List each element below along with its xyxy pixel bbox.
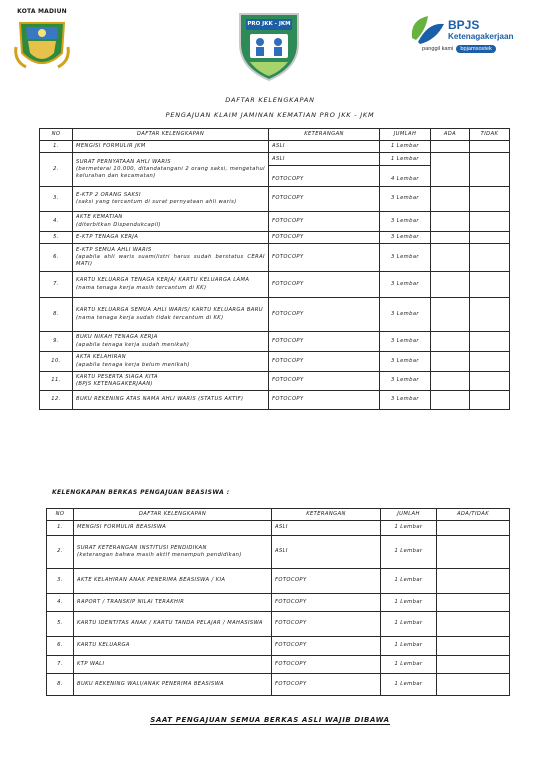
row-ada: [431, 391, 470, 410]
row-keterangan: FOTOCOPY: [269, 352, 380, 372]
row-ada: [431, 272, 470, 298]
row-jumlah: 3 Lembar: [380, 298, 431, 332]
table-row: [47, 656, 510, 674]
row-ada: [431, 244, 470, 272]
row-number: 11.: [40, 372, 73, 391]
item-title: SURAT PERNYATAAN AHLI WARIS: [76, 158, 171, 165]
row-keterangan: FOTOCOPY: [269, 244, 380, 272]
table-row: [40, 153, 510, 187]
row-keterangan: FOTOCOPY: [272, 569, 381, 594]
row-ada: [431, 187, 470, 212]
footer-note: [0, 716, 540, 724]
kota-madiun-emblem: [12, 8, 72, 79]
item-note: (apabila tenaga kerja belum menikah): [76, 361, 190, 368]
checklist-table-beasiswa: [46, 508, 510, 696]
table-row: [47, 674, 510, 696]
table-row: [40, 141, 510, 153]
row-ada-tidak: [437, 536, 510, 569]
row-ada: [431, 352, 470, 372]
row-jumlah: 1 Lembar: [381, 656, 437, 674]
row-keterangan: FOTOCOPY: [269, 272, 380, 298]
row-ada: [431, 298, 470, 332]
row-number: 7.: [47, 656, 74, 674]
item-note: (nama tenaga kerja masih tercantum di KK): [76, 284, 207, 291]
row-number: 2.: [40, 153, 73, 187]
item-note: (saksi yang tercantum di surat pernyataan ahli waris): [76, 199, 237, 205]
row-ada-tidak: [437, 569, 510, 594]
keterangan-1: ASLI: [269, 155, 379, 166]
row-number: 8.: [47, 674, 74, 696]
row-keterangan: FOTOCOPY: [272, 594, 381, 612]
row-ada-tidak: [437, 521, 510, 536]
row-tidak: [470, 212, 510, 232]
document-subtitle: PENGAJUAN KLAIM JAMINAN KEMATIAN PRO JKK - JKM: [165, 111, 375, 119]
row-number: 3.: [47, 569, 74, 594]
table-row: [47, 594, 510, 612]
row-jumlah: 3 Lembar: [380, 212, 431, 232]
item-title: BUKU REKENING WALI/ANAK PENERIMA BEASISWA: [77, 680, 224, 687]
row-tidak: [470, 187, 510, 212]
bpjs-tag-a: panggil kami: [422, 46, 454, 52]
row-number: 1.: [40, 141, 73, 153]
table-row: [47, 521, 510, 536]
row-jumlah: 3 Lembar: [380, 391, 431, 410]
row-keterangan: FOTOCOPY: [269, 298, 380, 332]
row-item: [73, 244, 269, 272]
shield-text: PRO JKK - JKM: [247, 21, 291, 27]
row-tidak: [470, 298, 510, 332]
row-tidak: [470, 272, 510, 298]
table-header-row: [47, 509, 510, 521]
item-title: KARTU KELUARGA TENAGA KERJA/ KARTU KELUARGA LAMA: [76, 277, 250, 284]
table-row: [40, 352, 510, 372]
table-row: [40, 244, 510, 272]
item-title: E-KTP 2 ORANG SAKSI: [76, 191, 141, 198]
row-jumlah: 3 Lembar: [380, 372, 431, 391]
row-jumlah: 1 Lembar: [381, 569, 437, 594]
item-title: AKTA KELAHIRAN: [76, 354, 127, 361]
item-title: KTP WALI: [77, 660, 105, 667]
row-jumlah: 3 Lembar: [380, 244, 431, 272]
row-tidak: [470, 391, 510, 410]
header-keterangan: KETERANGAN: [272, 509, 381, 521]
row-number: 8.: [40, 298, 73, 332]
item-title: SURAT KETERANGAN INSTITUSI PENDIDIKAN: [77, 544, 207, 551]
item-title: KARTU PESERTA SIAGA KITA: [76, 373, 158, 380]
keterangan-2: FOTOCOPY: [272, 176, 304, 182]
row-number: 6.: [40, 244, 73, 272]
row-ada: [431, 232, 470, 244]
row-jumlah: 3 Lembar: [380, 272, 431, 298]
item-title: BUKU NIKAH TENAGA KERJA: [76, 334, 158, 341]
row-ada-tidak: [437, 637, 510, 656]
item-note: (bermeterai 10.000, ditandatangani 2 orang saksi, mengetahui kelurahan dan kecamatan): [76, 165, 265, 179]
item-title: KARTU IDENTITAS ANAK / KARTU TANDA PELAJAR / MAHASISWA: [77, 620, 263, 627]
row-item: [74, 674, 272, 696]
row-jumlah: 1 Lembar: [381, 594, 437, 612]
row-number: 4.: [47, 594, 74, 612]
table-row: [40, 298, 510, 332]
row-jumlah: 3 Lembar: [380, 232, 431, 244]
kota-label: KOTA MADIUN: [17, 8, 67, 15]
row-jumlah: [380, 153, 431, 187]
row-tidak: [470, 332, 510, 352]
table-row: [40, 232, 510, 244]
row-number: 7.: [40, 272, 73, 298]
table-row: [47, 637, 510, 656]
checklist-table-jkm: [39, 128, 510, 410]
row-jumlah: 3 Lembar: [380, 187, 431, 212]
item-note: (diterbitkan Dispendukcapil): [76, 221, 161, 228]
row-keterangan: FOTOCOPY: [269, 187, 380, 212]
item-title: AKTE KELAHIRAN ANAK PENERIMA BEASISWA / KIA: [77, 577, 226, 584]
row-keterangan: [269, 153, 380, 187]
row-ada-tidak: [437, 656, 510, 674]
row-item: [73, 352, 269, 372]
table-header-row: [40, 129, 510, 141]
row-keterangan: ASLI: [272, 521, 381, 536]
row-number: 10.: [40, 352, 73, 372]
row-ada-tidak: [437, 612, 510, 637]
header-jumlah: JUMLAH: [380, 129, 431, 141]
item-note: (nama tenaga kerja sudah tidak tercantum di KK): [76, 314, 224, 321]
row-keterangan: FOTOCOPY: [272, 612, 381, 637]
row-number: 4.: [40, 212, 73, 232]
row-number: 2.: [47, 536, 74, 569]
row-ada: [431, 153, 470, 187]
bpjs-tagline: [422, 45, 496, 53]
item-title: E-KTP SEMUA AHLI WARIS: [76, 246, 152, 253]
header-jumlah: JUMLAH: [381, 509, 437, 521]
header-ada-tidak: ADA/TIDAK: [437, 509, 510, 521]
header-no: NO: [47, 509, 74, 521]
row-keterangan: FOTOCOPY: [269, 332, 380, 352]
row-number: 9.: [40, 332, 73, 352]
row-tidak: [470, 141, 510, 153]
row-ada: [431, 372, 470, 391]
bpjs-subtitle: Ketenagakerjaan: [448, 32, 514, 41]
table-row: [40, 272, 510, 298]
header-item: DAFTAR KELENGKAPAN: [73, 129, 269, 141]
row-item: [73, 141, 269, 153]
row-keterangan: ASLI: [272, 536, 381, 569]
row-ada: [431, 141, 470, 153]
row-item: [73, 372, 269, 391]
bpjs-leaf-icon: [406, 12, 446, 46]
item-note: (keterangan bahwa masih aktif menempuh pendidikan): [77, 552, 242, 558]
row-item: [73, 272, 269, 298]
row-item: [73, 153, 269, 187]
row-ada-tidak: [437, 594, 510, 612]
row-number: 6.: [47, 637, 74, 656]
bpjs-tag-b: bpjamsostek: [456, 45, 495, 53]
row-jumlah: 1 Lembar: [381, 536, 437, 569]
item-title: RAPORT / TRANSKIP NILAI TERAKHIR: [77, 598, 185, 605]
footer-text: SAAT PENGAJUAN SEMUA BERKAS ASLI WAJIB DIBAWA: [150, 716, 390, 724]
item-title: AKTE KEMATIAN: [76, 214, 123, 221]
header-item: DAFTAR KELENGKAPAN: [74, 509, 272, 521]
row-item: [73, 332, 269, 352]
row-number: 12.: [40, 391, 73, 410]
row-keterangan: FOTOCOPY: [269, 372, 380, 391]
row-number: 5.: [47, 612, 74, 637]
row-jumlah: 1 Lembar: [381, 612, 437, 637]
row-item: [73, 212, 269, 232]
row-ada-tidak: [437, 674, 510, 696]
table-row: [40, 212, 510, 232]
item-title: BUKU REKENING ATAS NAMA AHLI WARIS (STATUS AKTIF): [76, 396, 244, 403]
bpjs-logo: [406, 12, 534, 62]
row-item: [74, 612, 272, 637]
row-item: [74, 536, 272, 569]
table-row: [40, 332, 510, 352]
row-item: [73, 298, 269, 332]
item-note: (apabila ahli waris suami/istri harus sudah berstatus CERAI MATI): [76, 253, 265, 267]
row-keterangan: FOTOCOPY: [272, 656, 381, 674]
row-jumlah: 1 Lembar: [381, 521, 437, 536]
table-row: [47, 612, 510, 637]
row-item: [74, 569, 272, 594]
row-jumlah: 1 Lembar: [381, 637, 437, 656]
item-title: E-KTP TENAGA KERJA: [76, 233, 139, 240]
item-title: MENGISI FORMULIR BEASISWA: [77, 524, 167, 531]
kota-crest-icon: [12, 17, 72, 75]
row-keterangan: FOTOCOPY: [272, 674, 381, 696]
row-tidak: [470, 244, 510, 272]
row-item: [73, 391, 269, 410]
row-item: [74, 594, 272, 612]
row-jumlah: 1 Lembar: [381, 674, 437, 696]
item-note: (BPJS KETENAGAKERJAAN): [76, 381, 153, 387]
pro-jkk-jkm-logo: [236, 10, 302, 82]
jumlah-2: 4 Lembar: [391, 176, 419, 182]
row-tidak: [470, 372, 510, 391]
row-keterangan: FOTOCOPY: [269, 232, 380, 244]
item-title: KARTU KELUARGA SEMUA AHLI WARIS/ KARTU KELUARGA BARU: [76, 307, 263, 314]
table-row: [40, 187, 510, 212]
row-keterangan: FOTOCOPY: [269, 212, 380, 232]
row-keterangan: ASLI: [269, 141, 380, 153]
item-note: (apabila tenaga kerja sudah menikah): [76, 341, 190, 348]
row-item: [74, 656, 272, 674]
row-jumlah: 3 Lembar: [380, 352, 431, 372]
row-number: 5.: [40, 232, 73, 244]
document-title: DAFTAR KELENGKAPAN: [225, 96, 315, 104]
header-ada: ADA: [431, 129, 470, 141]
row-item: [74, 521, 272, 536]
item-title: MENGISI FORMULIR JKM: [76, 142, 146, 149]
table-row: [47, 569, 510, 594]
row-ada: [431, 332, 470, 352]
row-jumlah: 3 Lembar: [380, 332, 431, 352]
row-number: 1.: [47, 521, 74, 536]
row-jumlah: 1 Lembar: [380, 141, 431, 153]
jumlah-1: 1 Lembar: [380, 155, 430, 166]
table-row: [47, 536, 510, 569]
row-keterangan: FOTOCOPY: [272, 637, 381, 656]
item-title: KARTU KELUARGA: [77, 642, 130, 649]
header-tidak: TIDAK: [470, 129, 510, 141]
table-row: [40, 391, 510, 410]
bpjs-name: BPJS: [448, 18, 480, 32]
table-row: [40, 372, 510, 391]
row-keterangan: FOTOCOPY: [269, 391, 380, 410]
row-ada: [431, 212, 470, 232]
row-item: [73, 187, 269, 212]
row-number: 3.: [40, 187, 73, 212]
section-beasiswa-title: KELENGKAPAN BERKAS PENGAJUAN BEASISWA :: [52, 489, 230, 496]
header-no: NO: [40, 129, 73, 141]
row-tidak: [470, 232, 510, 244]
header-keterangan: KETERANGAN: [269, 129, 380, 141]
row-tidak: [470, 352, 510, 372]
row-tidak: [470, 153, 510, 187]
row-item: [74, 637, 272, 656]
row-item: [73, 232, 269, 244]
